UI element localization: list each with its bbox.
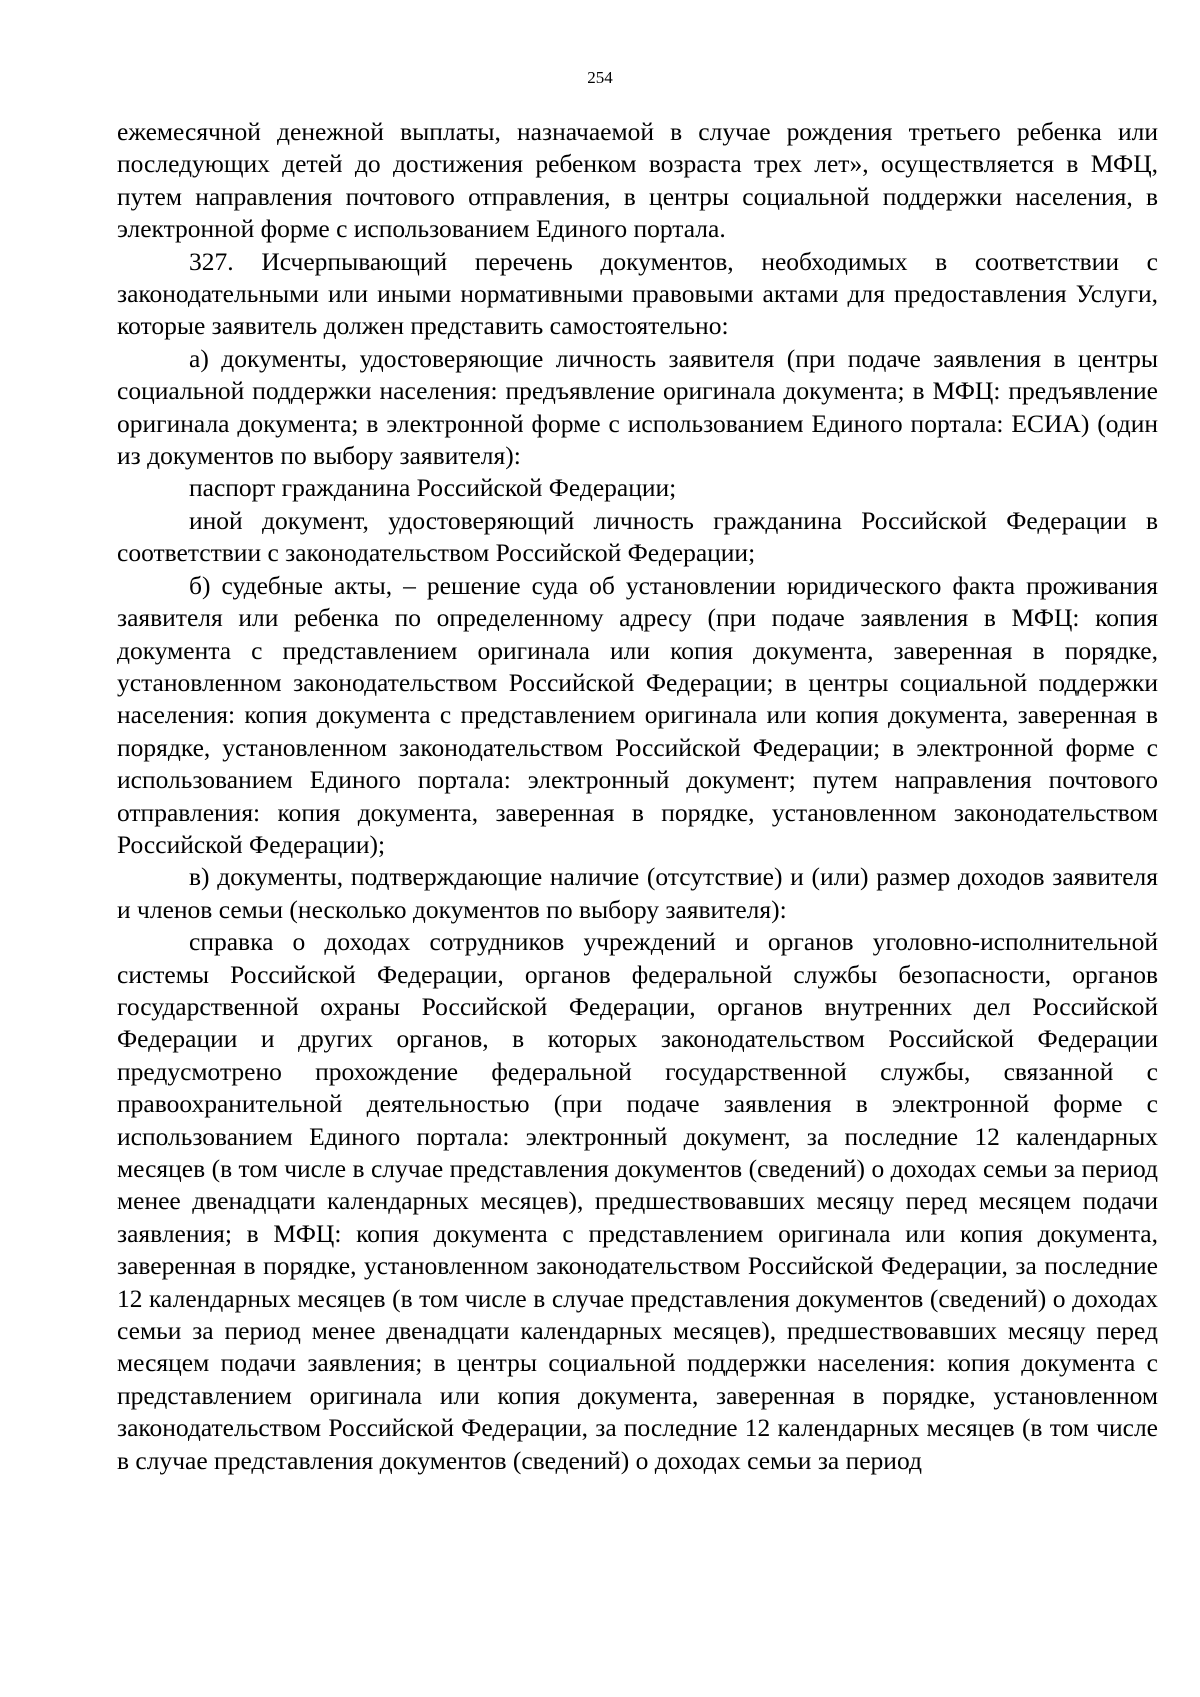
paragraph-subitem-b: б) судебные акты, – решение суда об установлении юридического факта проживания заявителя или ребенка по определенному адресу (при подаче заявления в МФЦ: копия документа с представлением оригинала или копия документа, заверенная в порядке, установленном законодательством Российской Федерации; в центры социальной поддержки населения: копия документа с представлением оригинала или копия документа, заверенная в порядке, установленном законодательством Российской Федерации; в электронной форме с использованием Единого портала: электронный документ; путем направления почтового отправления: копия документа, заверенная в порядке, установленном законодательством Российской Федерации); [117, 570, 1158, 859]
paragraph-subitem-a: а) документы, удостоверяющие личность заявителя (при подаче заявления в центры социальной поддержки населения: предъявление оригинала документа; в МФЦ: предъявление оригинала документа; в электронной форме с использованием Единого портала: ЕСИА) (один из документов по выбору заявителя): [117, 343, 1158, 471]
paragraph-income-certificate: справка о доходах сотрудников учреждений и органов уголовно-исполнительной системы Российской Федерации, органов федеральной службы безопасности, органов государственной охраны Российской Федерации, органов внутренних дел Российской Федерации и других органов, в которых законодательством Российской Федерации предусмотрено прохождение федеральной государственной службы, связанной с правоохранительной деятельностью (при подаче заявления в электронной форме с использованием Единого портала: электронный документ, за последние 12 календарных месяцев (в том числе в случае представления документов (сведений) о доходах семьи за период менее двенадцати календарных месяцев), предшествовавших месяцу перед месяцем подачи заявления; в МФЦ: копия документа с представлением оригинала или копия документа, заверенная в порядке, установленном законодательством Российской Федерации, за последние 12 календарных месяцев (в том числе в случае представления документов (сведений) о доходах семьи за период менее двенадцати календарных месяцев), предшествовавших месяцу перед месяцем подачи заявления; в центры социальной поддержки населения: копия документа с представлением оригинала или копия документа, заверенная в порядке, установленном законодательством Российской Федерации, за последние 12 календарных месяцев (в том числе в случае представления документов (сведений) о доходах семьи за период [117, 927, 1158, 1475]
paragraph-other-id-document: иной документ, удостоверяющий личность гражданина Российской Федерации в соответствии с законодательством Российской Федерации; [117, 505, 1158, 568]
document-body [117, 116, 1158, 1477]
paragraph-subitem-v: в) документы, подтверждающие наличие (отсутствие) и (или) размер доходов заявителя и членов семьи (несколько документов по выбору заявителя): [117, 862, 1158, 924]
page-number: 254 [587, 68, 613, 87]
paragraph-passport: паспорт гражданина Российской Федерации; [189, 473, 677, 503]
paragraph-continuation: ежемесячной денежной выплаты, назначаемой в случае рождения третьего ребенка или последующих детей до достижения ребенком возраста трех лет», осуществляется в МФЦ, путем направления почтового отправления, в центры социальной поддержки населения, в электронной форме с использованием Единого портала. [117, 117, 1158, 244]
paragraph-item-327: 327. Исчерпывающий перечень документов, необходимых в соответствии с законодательными или иными нормативными правовыми актами для предоставления Услуги, которые заявитель должен представить самостоятельно: [117, 246, 1158, 341]
